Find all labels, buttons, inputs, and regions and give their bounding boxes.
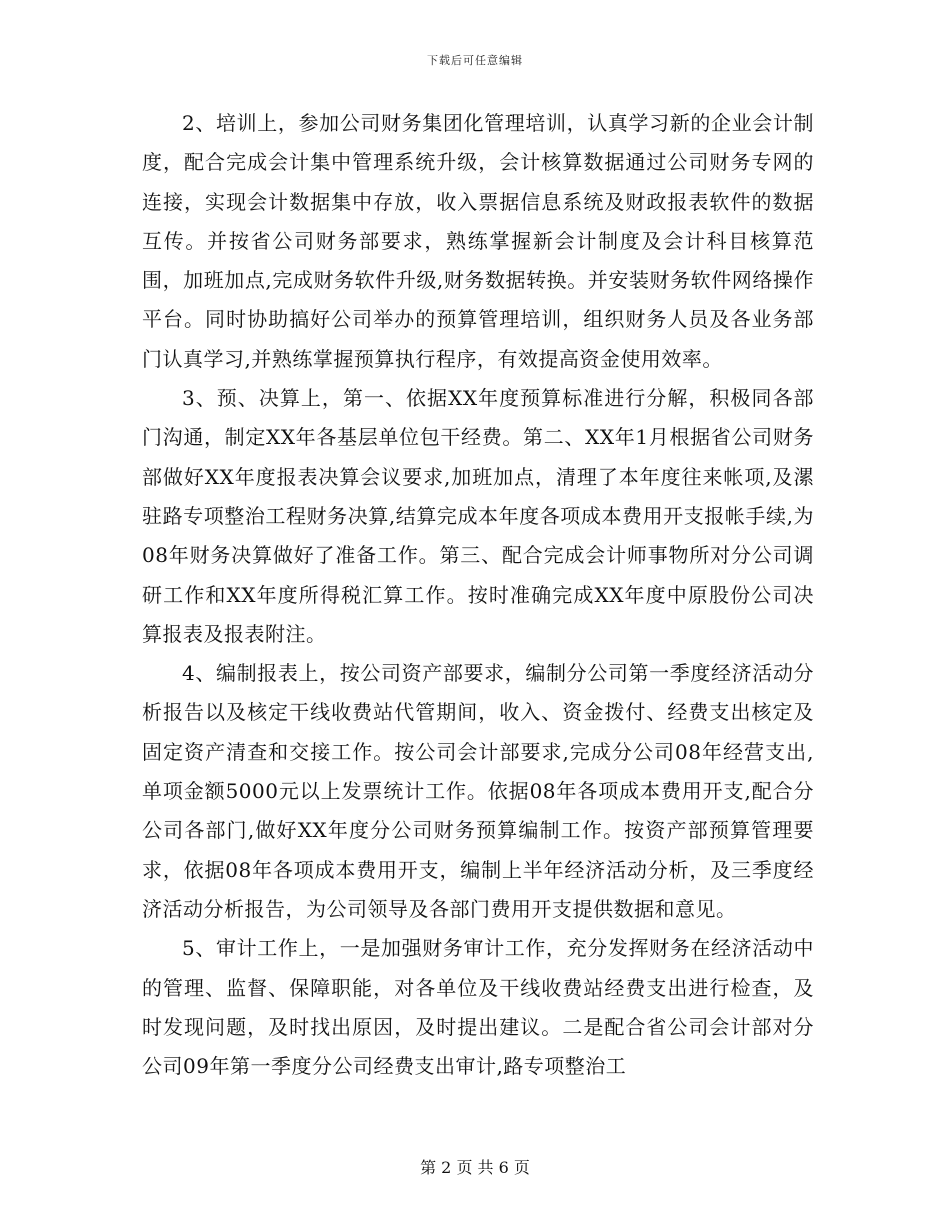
page-header: 下载后可任意编辑 [427, 54, 523, 67]
page-footer: 第 2 页 共 6 页 [420, 1158, 530, 1177]
paragraph-training: 2、培训上，参加公司财务集团化管理培训，认真学习新的企业会计制度，配合完成会计集中管理系统升级，会计核算数据通过公司财务专网的连接，实现会计数据集中存放，收入票据信息系统及财政报表软件的数据互传。并按省公司财务部要求，熟练掌握新会计制度及会计科目核算范围，加班加点,完成财务软件升级,财务数据转换。并安装财务软件网络操作平台。同时协助搞好公司举办的预算管理培训，组织财务人员及各业务部门认真学习,并熟练掌握预算执行程序，有效提高资金使用效率。 [142, 111, 814, 371]
paragraph-budget: 3、预、决算上，第一、依据XX年度预算标准进行分解，积极同各部门沟通，制定XX年各基层单位包干经费。第二、XX年1月根据省公司财务部做好XX年度报表决算会议要求,加班加点，清理了本年度往来帐项,及漯驻路专项整治工程财务决算,结算完成本年度各项成本费用开支报帐手续,为08年财务决算做好了准备工作。第三、配合完成会计师事物所对分公司调研工作和XX年度所得税汇算工作。按时准确完成XX年度中原股份公司决算报表及报表附注。 [142, 386, 814, 646]
document-body [142, 104, 814, 1086]
paragraph-reports: 4、编制报表上，按公司资产部要求，编制分公司第一季度经济活动分析报告以及核定干线收费站代管期间，收入、资金拨付、经费支出核定及固定资产清查和交接工作。按公司会计部要求,完成分公司08年经营支出,单项金额5000元以上发票统计工作。依据08年各项成本费用开支,配合分公司各部门,做好XX年度分公司财务预算编制工作。按资产部预算管理要求，依据08年各项成本费用开支，编制上半年经济活动分析，及三季度经济活动分析报告，为公司领导及各部门费用开支提供数据和意见。 [142, 661, 814, 921]
paragraph-audit: 5、审计工作上，一是加强财务审计工作，充分发挥财务在经济活动中的管理、监督、保障职能，对各单位及干线收费站经费支出进行检查，及时发现问题，及时找出原因，及时提出建议。二是配合省公司会计部对分公司09年第一季度分公司经费支出审计,路专项整治工 [142, 936, 814, 1079]
